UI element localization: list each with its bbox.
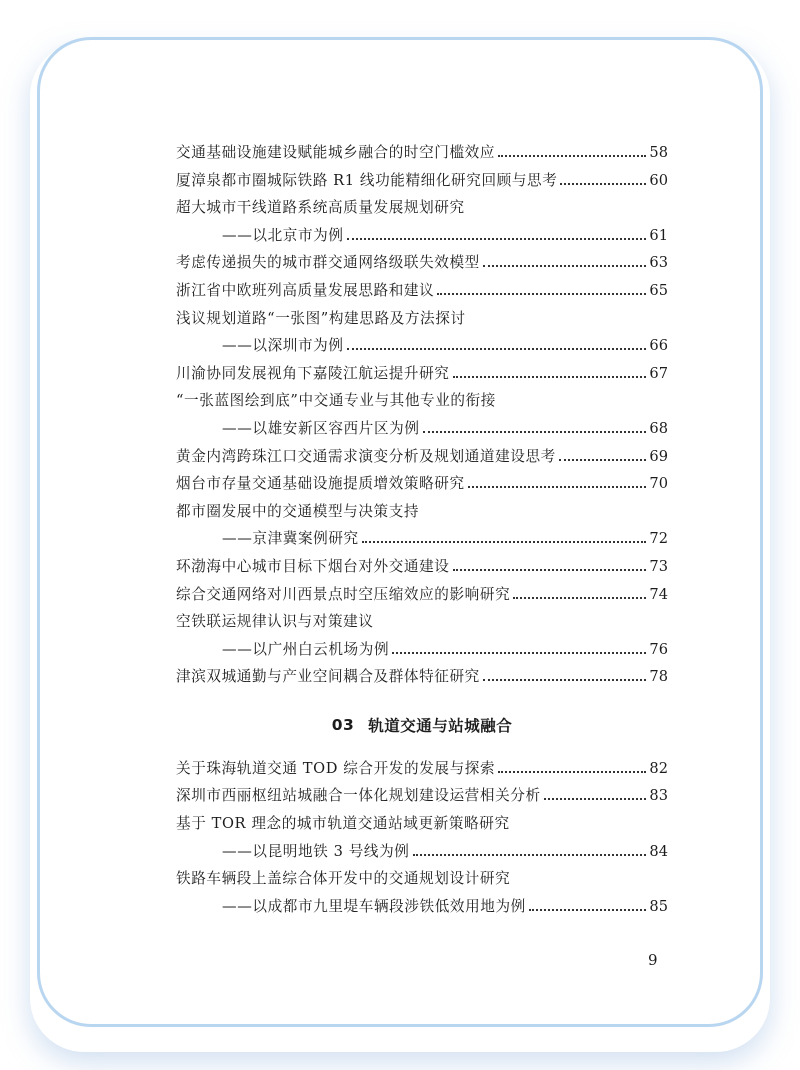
toc-subtitle-line [176, 224, 668, 252]
toc-entry-title: 浙江省中欧班列高质量发展思路和建议 [176, 281, 435, 299]
toc-leader-dots [453, 376, 647, 378]
table-of-contents [176, 141, 668, 922]
toc-leader-dots [423, 431, 647, 433]
toc-entry [176, 389, 668, 417]
toc-leader-dots [513, 597, 646, 599]
toc-entry [176, 757, 668, 785]
toc-leader-dots [483, 265, 647, 267]
toc-subtitle-line [176, 638, 668, 666]
toc-entry-title: ——以昆明地铁 3 号线为例 [222, 842, 410, 860]
toc-entry-page: 61 [649, 226, 668, 244]
toc-leader-dots [529, 909, 647, 911]
toc-entry-title: 深圳市西丽枢纽站城融合一体化规划建设运营相关分析 [176, 787, 541, 805]
toc-entry [176, 362, 668, 390]
toc-entry [176, 445, 668, 473]
toc-entry-page: 74 [649, 585, 668, 603]
toc-group-b [176, 757, 668, 923]
toc-entry [176, 500, 668, 528]
toc-entry-page: 70 [649, 475, 668, 493]
toc-leader-dots [413, 854, 647, 856]
toc-entry-page: 60 [649, 171, 668, 189]
toc-entry-page: 68 [649, 419, 668, 437]
toc-entry-page: 83 [649, 787, 668, 805]
toc-entry-title: “一张蓝图绘到底”中交通专业与其他专业的衔接 [176, 392, 496, 410]
toc-entry [176, 784, 668, 812]
toc-entry-title: 基于 TOR 理念的城市轨道交通站域更新策略研究 [176, 815, 510, 833]
toc-entry-title: 关于珠海轨道交通 TOD 综合开发的发展与探索 [176, 759, 496, 777]
toc-subtitle-line [176, 840, 668, 868]
toc-entry [176, 472, 668, 500]
toc-subtitle-line [176, 895, 668, 923]
toc-entry-title: 环渤海中心城市目标下烟台对外交通建设 [176, 557, 450, 575]
toc-entry [176, 583, 668, 611]
toc-entry-page: 84 [649, 842, 668, 860]
toc-entry-page: 85 [649, 897, 668, 915]
toc-leader-dots [498, 771, 646, 773]
toc-entry-title: ——以成都市九里堤车辆段涉铁低效用地为例 [222, 897, 526, 915]
toc-entry-page: 73 [649, 557, 668, 575]
toc-entry-title: 都市圈发展中的交通模型与决策支持 [176, 502, 420, 520]
toc-subtitle-line [176, 334, 668, 362]
toc-leader-dots [392, 652, 646, 654]
toc-leader-dots [498, 155, 646, 157]
toc-entry-page: 78 [649, 668, 668, 686]
toc-leader-dots [483, 679, 647, 681]
toc-entry [176, 169, 668, 197]
toc-entry-title: 空铁联运规律认识与对策建议 [176, 613, 374, 631]
toc-entry [176, 196, 668, 224]
toc-leader-dots [437, 293, 646, 295]
toc-leader-dots [468, 486, 647, 488]
toc-entry-title: 铁路车辆段上盖综合体开发中的交通规划设计研究 [176, 870, 511, 888]
toc-entry-title: 综合交通网络对川西景点时空压缩效应的影响研究 [176, 585, 511, 603]
toc-entry-page: 69 [649, 447, 668, 465]
toc-entry-page: 82 [649, 759, 668, 777]
section-number: 03 [331, 715, 355, 734]
toc-entry-title: ——京津冀案例研究 [222, 530, 359, 548]
toc-leader-dots [453, 569, 647, 571]
toc-entry-title: ——以深圳市为例 [222, 337, 344, 355]
toc-leader-dots [544, 798, 647, 800]
toc-entry-title: 川渝协同发展视角下嘉陵江航运提升研究 [176, 364, 450, 382]
toc-entry-title: 厦漳泉都市圈城际铁路 R1 线功能精细化研究回顾与思考 [176, 171, 558, 189]
toc-entry [176, 307, 668, 335]
toc-leader-dots [559, 459, 647, 461]
toc-entry [176, 812, 668, 840]
toc-group-a [176, 141, 668, 693]
toc-entry [176, 665, 668, 693]
toc-entry-title: ——以雄安新区容西片区为例 [222, 419, 420, 437]
toc-entry-title: 交通基础设施建设赋能城乡融合的时空门槛效应 [176, 144, 496, 161]
toc-entry [176, 555, 668, 583]
toc-leader-dots [347, 238, 647, 240]
toc-entry [176, 251, 668, 279]
toc-entry [176, 610, 668, 638]
toc-entry-title: 超大城市干线道路系统高质量发展规划研究 [176, 199, 465, 217]
toc-entry-title: ——以广州白云机场为例 [222, 640, 390, 658]
toc-entry [176, 141, 668, 169]
toc-leader-dots [362, 541, 647, 543]
toc-entry-title: 津滨双城通勤与产业空间耦合及群体特征研究 [176, 668, 480, 686]
toc-entry-page: 67 [649, 364, 668, 382]
toc-leader-dots [347, 348, 647, 350]
toc-entry [176, 867, 668, 895]
toc-entry-title: ——以北京市为例 [222, 226, 344, 244]
toc-entry-page: 63 [649, 254, 668, 272]
toc-leader-dots [560, 183, 646, 185]
toc-entry-page: 66 [649, 337, 668, 355]
page-number: 9 [648, 951, 658, 969]
toc-entry-page: 58 [649, 144, 668, 161]
toc-entry-page: 76 [649, 640, 668, 658]
toc-subtitle-line [176, 417, 668, 445]
toc-entry-title: 考虑传递损失的城市群交通网络级联失效模型 [176, 254, 480, 272]
toc-entry-page: 65 [649, 281, 668, 299]
section-heading [176, 693, 668, 751]
toc-entry-title: 黄金内湾跨珠江口交通需求演变分析及规划通道建设思考 [176, 447, 556, 465]
toc-subtitle-line [176, 527, 668, 555]
section-title: 轨道交通与站城融合 [368, 716, 513, 735]
toc-entry [176, 279, 668, 307]
toc-entry-title: 烟台市存量交通基础设施提质增效策略研究 [176, 475, 465, 493]
toc-entry-title: 浅议规划道路“一张图”构建思路及方法探讨 [176, 309, 466, 327]
toc-entry-page: 72 [649, 530, 668, 548]
